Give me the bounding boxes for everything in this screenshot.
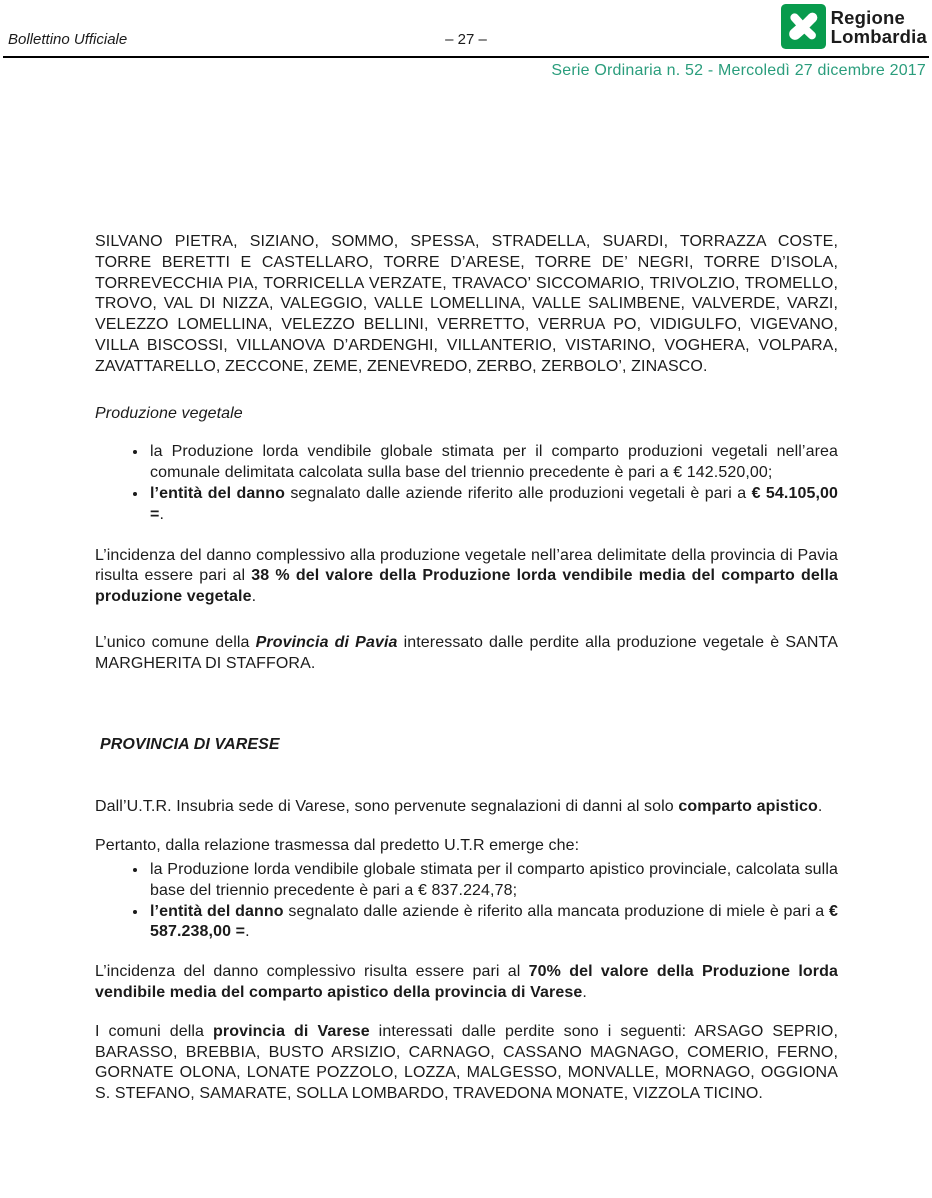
bullet-danno-varese: • l’entità del danno segnalato dalle aziende è riferito alla mancata produzione di miele è pari a € 587.238,00 =. <box>148 902 838 944</box>
page-number: – 27 – <box>445 31 487 48</box>
bullet-danno-pavia: • l’entità del danno segnalato dalle aziende riferito alle produzioni vegetali è pari a € 54.105,00 =. <box>148 484 838 526</box>
paragraph-unico-comune-pavia: L’unico comune della Provincia di Pavia interessato dalle perdite alla produzione vegetale è SANTA MARGHERITA DI STAFFORA. <box>95 633 838 672</box>
regione-lombardia-logo <box>781 4 927 49</box>
logo-word-regione: Regione <box>830 6 906 28</box>
paragraph-comuni-varese: I comuni della provincia di Varese interessati dalle perdite sono i seguenti: ARSAGO SEPRIO, BARASSO, BREBBIA, BUSTO ARSIZIO, CARNAGO, CASSANO MAGNAGO, COMERIO, FERNO, GORNATE OLONA, LONATE POZZOLO, LOZZA, MALGESSO, MONVALLE, MORNAGO, OGGIONA S. STEFANO, SAMARATE, SOLLA LOMBARDO, TRAVEDONA MONATE, VIZZOLA TICINO. <box>95 1022 838 1103</box>
series-line: Serie Ordinaria n. 52 - Mercoledì 27 dicembre 2017 <box>551 62 926 79</box>
paragraph-incidenza-varese: L’incidenza del danno complessivo risulta essere pari al 70% del valore della Produzione lorda vendibile media del comparto apistico della provincia di Varese. <box>95 963 838 1001</box>
document-body <box>95 232 838 1105</box>
paragraph-dallutr-varese: Dall’U.T.R. Insubria sede di Varese, sono pervenute segnalazioni di danni al solo comparto apistico. <box>95 798 823 816</box>
bullet-plv-pavia: • la Produzione lorda vendibile globale stimata per il comparto produzioni vegetali nell’area comunale delimitata calcolata sulla base del triennio precedente è pari a € 142.520,00; <box>148 442 838 484</box>
paragraph-incidenza-pavia: L’incidenza del danno complessivo alla produzione vegetale nell’area delimitate della provincia di Pavia risulta essere pari al 38 % del valore della Produzione lorda vendibile media del comparto della produzione vegetale. <box>95 546 838 606</box>
heading-produzione-vegetale: Produzione vegetale <box>95 404 243 422</box>
bullet-list-varese <box>95 860 838 943</box>
bullet-list-pavia <box>95 442 838 525</box>
logo-word-lombardia: Lombardia <box>830 25 927 47</box>
paragraph-pertanto: Pertanto, dalla relazione trasmessa dal predetto U.T.R emerge che: <box>95 837 580 855</box>
doc-title: Bollettino Ufficiale <box>8 31 128 48</box>
paragraph-comuni-pavia: SILVANO PIETRA, SIZIANO, SOMMO, SPESSA, STRADELLA, SUARDI, TORRAZZA COSTE, TORRE BERETTI E CASTELLARO, TORRE D’ARESE, TORRE DE’ NEGRI, TORRE D’ISOLA, TORREVECCHIA PIA, TORRICELLA VERZATE, TRAVACO’ SICCOMARIO, TRIVOLZIO, TROMELLO, TROVO, VAL DI NIZZA, VALEGGIO, VALLE LOMELLINA, VALLE SALIMBENE, VALVERDE, VARZI, VELEZZO LOMELLINA, VELEZZO BELLINI, VERRETTO, VERRUA PO, VIDIGULFO, VIGEVANO, VILLA BISCOSSI, VILLANOVA D’ARDENGHI, VILLANTERIO, VISTARINO, VOGHERA, VOLPARA, ZAVATTARELLO, ZECCONE, ZEME, ZENEVREDO, ZERBO, ZERBOLO’, ZINASCO. <box>95 233 838 375</box>
header-divider <box>3 56 929 58</box>
bullet-plv-varese: • la Produzione lorda vendibile globale stimata per il comparto apistico provinciale, calcolata sulla base del triennio precedente è pari a € 837.224,78; <box>148 860 838 902</box>
heading-provincia-varese: PROVINCIA DI VARESE <box>100 735 280 753</box>
logo-wordmark <box>831 8 927 46</box>
rosa-camuna-icon <box>781 4 826 49</box>
